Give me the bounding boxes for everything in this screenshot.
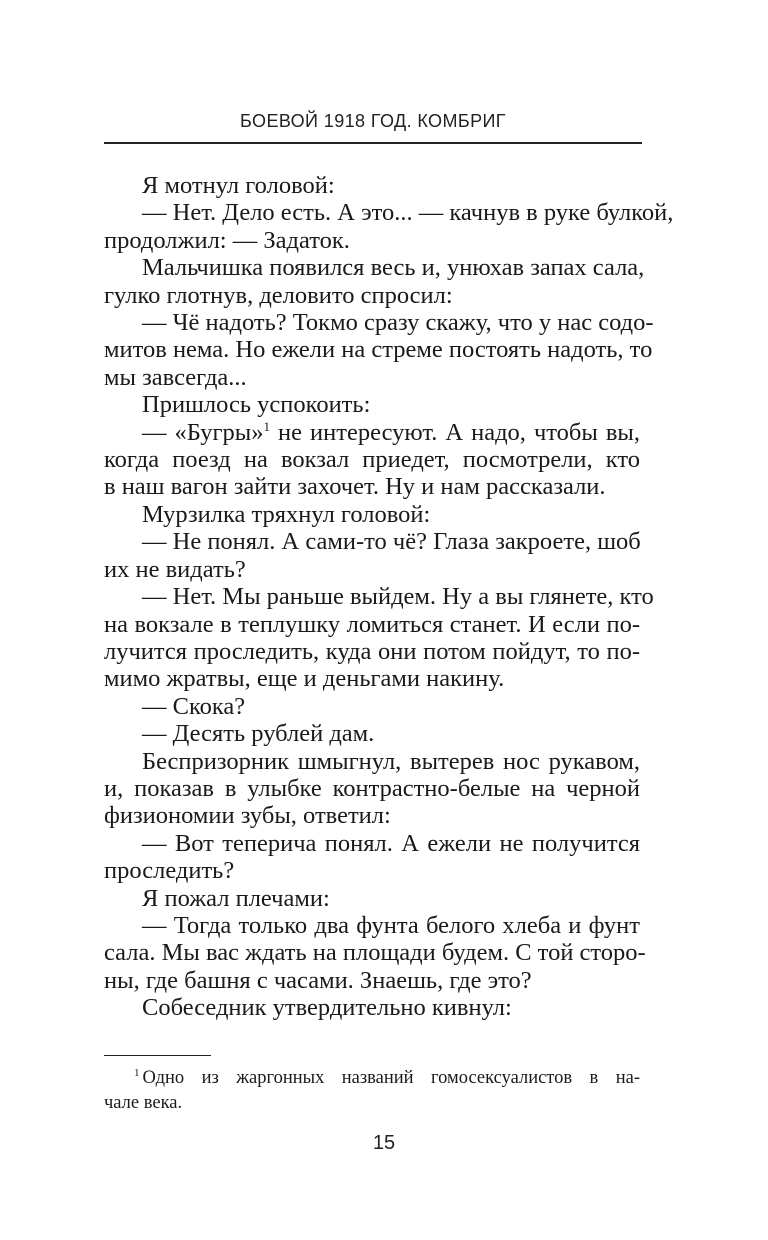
text-line: — Десять рублей дам. (142, 720, 375, 748)
text-line-with-footnote (104, 419, 640, 446)
text-line: — Чё надоть? Токмо сразу скажу, что у нас содо- (142, 309, 654, 337)
text-line: их не видать? (104, 555, 246, 583)
text-line: проследить? (104, 857, 235, 885)
footnote-marker: 1 (263, 418, 270, 434)
text-line: — Нет. Мы раньше выйдем. Ну а вы глянете, кто (142, 583, 654, 611)
text-line: Я пожал плечами: (142, 884, 330, 912)
running-title: БОЕВОЙ 1918 ГОД. КОМБРИГ (240, 111, 506, 131)
text-line: ны, где башня с часами. Знаешь, где это? (104, 966, 532, 994)
text-line: гулко глотнув, деловито спросил: (104, 281, 453, 309)
text-line: физиономии зубы, ответил: (104, 802, 391, 830)
text-fragment: — «Бугры» (142, 418, 264, 446)
footnote-line: чале века. (104, 1093, 183, 1113)
header-rule (104, 142, 642, 144)
text-line: когда поезд на вокзал приедет, посмотрели, кто (104, 446, 640, 474)
text-line: мимо жратвы, еще и деньгами накину. (104, 665, 505, 693)
footnote-rule (104, 1055, 211, 1056)
text-line: Мурзилка тряхнул головой: (142, 500, 431, 528)
text-line: сала. Мы вас ждать на площади будем. С той сторо- (104, 939, 646, 967)
text-line: в наш вагон зайти захочет. Ну и нам рассказали. (104, 473, 606, 501)
footnote-line (104, 1066, 640, 1091)
text-line: Собеседник утвердительно кивнул: (142, 994, 512, 1022)
page-number: 15 (372, 1132, 396, 1154)
text-line: лучится проследить, куда они потом пойдут, то по- (104, 637, 640, 665)
text-line: Пришлось успокоить: (142, 391, 371, 419)
text-line: Я мотнул головой: (142, 172, 335, 199)
text-line: мы завсегда... (104, 363, 247, 391)
footnote (104, 1066, 640, 1116)
text-line: митов нема. Но ежели на стреме постоять надоть, то (104, 336, 653, 364)
text-line: — Вот теперича понял. А ежели не получится (142, 829, 640, 857)
text-line: Мальчишка появился весь и, унюхав запах сала, (142, 254, 645, 282)
footnote-number: 1 (134, 1067, 140, 1079)
text-fragment: не интересуют. А надо, чтобы вы, (278, 418, 641, 446)
text-line: и, показав в улыбке контрастно-белые на черной (104, 774, 640, 802)
text-line: — Тогда только два фунта белого хлеба и фунт (142, 911, 640, 939)
text-line: — Нет. Дело есть. А это... — качнув в руке булкой, (142, 199, 674, 227)
body-text (104, 172, 674, 1022)
text-line: Беспризорник шмыгнул, вытерев нос рукавом, (142, 747, 640, 775)
text-line: продолжил: — Задаток. (104, 226, 350, 254)
text-line: — Скока? (142, 692, 246, 720)
footnote-text: Одно из жаргонных названий гомосексуалистов в на- (142, 1068, 640, 1088)
text-line: — Не понял. А сами-то чё? Глаза закроете, шоб (142, 528, 641, 556)
text-line: на вокзале в теплушку ломиться станет. И если по- (104, 610, 640, 638)
